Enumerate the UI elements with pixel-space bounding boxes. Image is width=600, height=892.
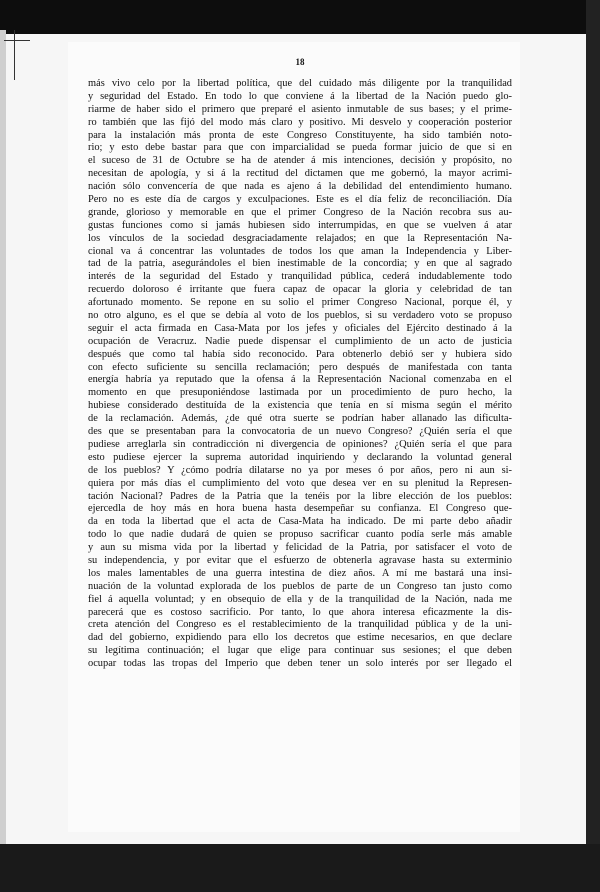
text-line: para la instalación más pronta de este Congreso Constituyente, ha sido también noto- [88,129,512,141]
text-line: el suceso de 31 de Octubre se ha de atender á mis intenciones, decisión y propósito, no [88,155,512,167]
text-line: ro también que las fijó del modo más claro y positivo. Mi desvelo y cooperación posterior [88,116,512,128]
text-line: después que como tal había sido reconocido. Para obtenerlo debió ser y hubiera sido [88,348,512,360]
crop-mark [4,40,30,41]
text-line: tad de la patria, asegurándoles el bien inestimable de la concordia; y en que al sagrado [88,258,512,270]
scan-border-top [0,0,600,34]
text-line: quiera por más días el cumplimiento del voto que desea ver en su plenitud la Represen- [88,477,512,489]
text-line: con efecto suficiente su sencilla reclamación; pero después de manifestada con tanta [88,361,512,373]
scan-border-bottom [0,844,600,892]
text-line: los males lamentables de una guerra intestina de diez años. A mí me bastará una insi- [88,567,512,579]
text-line: des que se presentaban para la convocatoria de un nuevo Congreso? ¿Quién sería el que [88,426,512,438]
text-line: interés de la seguridad del Estado y tranquilidad pública, cederá indudablemente todo [88,271,512,283]
text-line: grande, glorioso y memorable en que el primer Congreso de la Nación recobra sus au- [88,206,512,218]
text-line: no otro alguno, es el que se debía al voto de los pueblos, si su verdadero voto se propuso [88,310,512,322]
text-line: nación sólo convencería de que nada es ajeno á la debilidad del entendimiento humano. [88,181,512,193]
text-line: riarme de haber sido el primero que preparé el asiento inmutable de sus bases; y el prime- [88,103,512,115]
text-line: recuerdo doloroso é irritante que fuera capaz de opacar la gloria y celebridad de tan [88,284,512,296]
text-line: seguir el acta firmada en Casa-Mata por los jefes y oficiales del Ejército destinado á la [88,322,512,334]
scan-border-left [0,30,6,850]
text-line: su legítima continuación; el lugar que elige para continuar sus sesiones; el que deben [88,645,512,657]
text-line: todo lo que nadie dudará de quien se propuso sacrificar cuanto podía serle más amable [88,529,512,541]
text-line: ejercedla de hoy más en hora buena hasta desempeñar su confianza. El Congreso que- [88,503,512,515]
text-line: ocupación de Veracruz. Nadie puede dispensar el cumplimiento de un acto de justicia [88,335,512,347]
text-line: de la reclamación. Además, ¿de qué otra suerte se podrían haber allanado las dificulta- [88,413,512,425]
text-line: más vivo celo por la libertad política, que del cuidado más diligente por la tranquilidad [88,78,512,89]
text-line: cional va á concentrar las voluntades de todos los que aman la Independencia y Liber- [88,245,512,257]
page-number: 18 [295,57,305,67]
text-line: parecerá que es costoso sacrificio. Por tanto, lo que ahora interesa eficazmente la dis- [88,606,512,618]
text-line: pudiese arreglarla sin contradicción ni divergencia de opiniones? ¿Quién sería el que para [88,438,512,450]
text-line: momento en que presuponiéndose lastimada por un procedimiento de puro hecho, la [88,387,512,399]
text-line: afortunado momento. Se repone en su solio el primer Congreso Nacional, porque él, y [88,297,512,309]
text-line: nuación de la voluntad explorada de los pueblos de parte de un Congreso tan justo como [88,580,512,592]
text-line: y seguridad del Estado. En todo lo que conviene á la libertad de la Nación puedo glo- [88,90,512,102]
text-line: energía habría ya reputado que la ofensa á la Representación Nacional comenzaba en el [88,374,512,386]
body-text [88,78,512,671]
text-line: su independencia, y por evitar que el esfuerzo de obtenerla agravase hasta su exterminio [88,554,512,566]
text-line: dad del gobierno, expidiendo para ello los decretos que estime necesarios, en que declare [88,632,512,644]
text-line: y aun su misma vida por la libertad y felicidad de la Patria, por satisfacer el voto de [88,542,512,554]
crop-mark [14,30,15,80]
text-line: gustas funciones como si jamás hubiesen sido interrumpidas, en que se vuelven á atar [88,219,512,231]
text-line: esto pudiese ejercer la suprema autoridad inquiriendo y declarando la voluntad general [88,451,512,463]
text-line: ocupar todas las tropas del Imperio que deben tener un solo interés por ser llegado el [88,658,512,670]
scan-border-right [586,0,600,892]
text-line: tación Nacional? Padres de la Patria que la tenéis por la libre elección de los pueblos: [88,490,512,502]
text-line: hubiese considerado destituída de la existencia que tenía en sí misma según el mérito [88,400,512,412]
text-line: fiel á aquella voluntad; y en obsequio de ella y de la tranquilidad de la Nación, nada me [88,593,512,605]
text-line: de los pueblos? Y ¿cómo podría dilatarse no ya por meses ó por años, pero ni aun si- [88,464,512,476]
text-line: da en toda la libertad que el acta de Casa-Mata ha indicado. De mi parte debo añadir [88,516,512,528]
text-line: rio; y esto debe bastar para que con imparcialidad se pueda formar juicio de que si en [88,142,512,154]
text-line: Pero no es este día de cargos y exculpaciones. Este es el día feliz de reconciliación. Día [88,194,512,206]
text-line: necesitan de apología, y si á la rectitud del dictamen que me gobernó, la mayor acrimi- [88,168,512,180]
text-line: los vínculos de la sociedad desgraciadamente relajados; en que la Representación Na- [88,232,512,244]
text-line: creta atención del Congreso es el restablecimiento de la tranquilidad pública y de la uni- [88,619,512,631]
